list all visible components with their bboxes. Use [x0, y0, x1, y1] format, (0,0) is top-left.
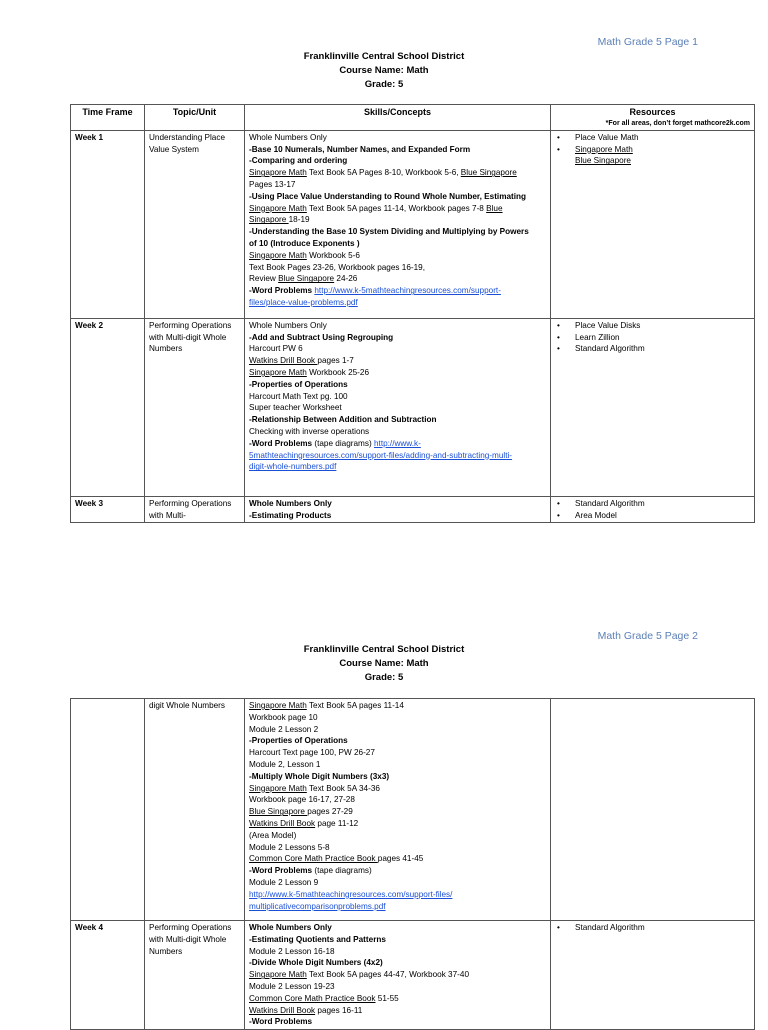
skill-text: Pages 13-17 [249, 179, 296, 189]
resource-text: Standard Algorithm [575, 344, 645, 354]
resources-list [555, 132, 750, 167]
resource-reference: Singapore Math [249, 203, 307, 213]
skill-text: pages 1-7 [317, 356, 354, 366]
district-name: Franklinville Central School District [303, 51, 465, 62]
skill-text: 18-19 [288, 215, 310, 225]
resource-reference: Watkins Drill Book [249, 1005, 316, 1015]
skill-line [249, 379, 546, 391]
skill-line [249, 250, 546, 262]
skill-line [249, 343, 546, 355]
skill-line [249, 969, 546, 981]
skill-text: -Estimating Products [249, 510, 332, 520]
skill-text: -Word Problems [249, 286, 315, 296]
skill-text: 24-26 [334, 274, 358, 284]
skill-text: page 11-12 [315, 818, 359, 828]
skill-text: Module 2 Lesson 19-23 [249, 981, 335, 991]
resource-reference: Singapore [249, 215, 289, 225]
district-name: Franklinville Central School District [303, 644, 465, 655]
resources-header-label: Resources [629, 107, 676, 117]
skill-line [249, 1016, 546, 1028]
column-header: Skills/Concepts [245, 105, 551, 131]
skill-line [249, 262, 546, 274]
skill-text: Workbook page 16-17, 27-28 [249, 795, 355, 805]
page-number: Math Grade 5 Page 2 [597, 630, 698, 642]
skill-text: Module 2 Lessons 5-8 [249, 842, 330, 852]
skill-line [249, 426, 546, 438]
list-item [571, 332, 750, 344]
skills-cell [245, 921, 551, 1030]
skills-cell [245, 130, 551, 318]
skill-line [249, 132, 546, 144]
skill-line [249, 144, 546, 156]
url-link[interactable]: files/place-value-problems.pdf [249, 297, 358, 307]
skill-text: pages 16-11 [315, 1005, 363, 1015]
resource-reference: Watkins Drill Book [249, 356, 318, 366]
skill-line [249, 934, 546, 946]
skill-line [249, 853, 546, 865]
skill-line [249, 191, 546, 203]
column-header: Topic/Unit [145, 105, 245, 131]
skill-line [249, 794, 546, 806]
resources-note: *For all areas, don’t forget mathcore2k.com [605, 119, 750, 127]
skill-line [249, 214, 546, 226]
url-link[interactable]: digit-whole-numbers.pdf [249, 462, 337, 472]
skill-text: (tape diagrams) [312, 866, 372, 876]
url-link[interactable]: http://www.k-5mathteachingresources.com/support-files/ [249, 889, 453, 899]
skill-line [249, 771, 546, 783]
skill-line [249, 285, 546, 297]
skill-text: -Understanding the Base 10 System Dividing and Multiplying by Powers [249, 227, 529, 237]
list-item [571, 132, 750, 144]
skill-line [249, 806, 546, 818]
skill-line [249, 320, 546, 332]
skill-text: -Word Problems [249, 866, 313, 876]
skill-text: Text Book 5A pages 44-47, Workbook 37-40 [306, 970, 469, 980]
resources-cell [551, 318, 755, 496]
skill-line [249, 783, 546, 795]
resources-cell [551, 699, 755, 921]
document-header [0, 50, 768, 92]
skill-text: Text Book 5A Pages 8-10, Workbook 5-6, [306, 168, 461, 178]
skill-text: -Using Place Value Understanding to Round Whole Number, Estimating [249, 191, 527, 201]
skill-line [249, 273, 546, 285]
skill-text: Harcourt PW 6 [249, 344, 303, 354]
list-item [571, 320, 750, 332]
resource-reference: Singapore Math [249, 701, 307, 710]
skill-text: -Properties of Operations [249, 736, 348, 746]
skill-line [249, 461, 546, 473]
skill-line [249, 226, 546, 238]
skill-line [249, 747, 546, 759]
resource-text: Place Value Math [575, 132, 639, 142]
skill-line [249, 842, 546, 854]
skill-line [249, 238, 546, 250]
resources-list [555, 498, 750, 522]
skill-line [249, 759, 546, 771]
column-header: Time Frame [71, 105, 145, 131]
skill-text: pages 27-29 [307, 807, 353, 817]
resources-cell [551, 921, 755, 1030]
resource-reference: Blue Singapore [460, 168, 517, 178]
skill-text: -Word Problems [249, 1017, 313, 1027]
table-row [71, 318, 755, 496]
skill-text: Workbook 5-6 [306, 250, 360, 260]
list-item [571, 922, 750, 934]
page-gap [0, 590, 768, 620]
skill-line [249, 414, 546, 426]
resources-list [555, 922, 750, 934]
skills-cell [245, 318, 551, 496]
url-link[interactable]: multiplicativecomparisonproblems.pdf [249, 901, 386, 911]
skill-text: of 10 (Introduce Exponents ) [249, 238, 360, 248]
skill-text: Workbook page 10 [249, 712, 318, 722]
skill-text: Whole Numbers Only [249, 132, 327, 142]
skill-text: Checking with inverse operations [249, 426, 370, 436]
document-page-2 [0, 620, 768, 1027]
curriculum-table [70, 698, 755, 1030]
skill-line [249, 957, 546, 969]
url-link[interactable]: http://www.k- [373, 438, 421, 448]
skill-text: Module 2 Lesson 2 [249, 724, 319, 734]
resource-reference: Blue Singapore [278, 274, 335, 284]
skill-line [249, 1005, 546, 1017]
time-frame-cell [71, 699, 145, 921]
topic-cell: Performing Operations with Multi- [145, 496, 245, 523]
skills-cell [245, 496, 551, 523]
skill-text: Super teacher Worksheet [249, 403, 342, 413]
skill-line [249, 724, 546, 736]
time-frame-cell: Week 4 [71, 921, 145, 1030]
resources-cell [551, 130, 755, 318]
skill-line [249, 889, 546, 901]
time-frame-cell: Week 2 [71, 318, 145, 496]
skill-text: Module 2 Lesson 9 [249, 877, 319, 887]
skill-line [249, 877, 546, 889]
topic-cell: Understanding Place Value System [145, 130, 245, 318]
skill-text: Whole Numbers Only [249, 498, 332, 508]
resource-reference: Common Core Math Practice Book [249, 993, 376, 1003]
skill-text: -Properties of Operations [249, 379, 348, 389]
resource-reference: Blue Singapore [249, 807, 308, 817]
grade-label: Grade: 5 [364, 672, 404, 683]
skill-text: -Base 10 Numerals, Number Names, and Expanded Form [249, 144, 471, 154]
topic-cell: digit Whole Numbers [145, 699, 245, 921]
skill-line [249, 735, 546, 747]
skill-line [249, 450, 546, 462]
skill-line [249, 391, 546, 403]
skill-line [249, 922, 546, 934]
skill-line [249, 402, 546, 414]
skill-line [249, 993, 546, 1005]
skill-text: 51-55 [375, 993, 399, 1003]
skill-line [249, 203, 546, 215]
skill-line [249, 830, 546, 842]
list-item[interactable] [571, 144, 750, 156]
page-number: Math Grade 5 Page 1 [597, 36, 698, 48]
skill-text: (tape diagrams) [314, 438, 374, 448]
resource-text: Standard Algorithm [575, 923, 645, 932]
table-header-row [71, 105, 755, 131]
url-link[interactable]: 5mathteachingresources.com/support-files/adding-and-subtracting-multi- [249, 450, 513, 460]
skill-text: -Relationship Between Addition and Subtraction [249, 415, 437, 425]
skill-text: Workbook 25-26 [306, 367, 370, 377]
skill-text: pages 41-45 [377, 854, 424, 864]
skill-line [249, 510, 546, 522]
skills-cell [245, 699, 551, 921]
skill-line [249, 438, 546, 450]
skill-line [249, 355, 546, 367]
skill-text: Whole Numbers Only [249, 320, 327, 330]
skill-text: Review [249, 274, 279, 284]
table-row [71, 921, 755, 1030]
skill-text: Text Book 5A 34-36 [306, 783, 380, 793]
grade-label: Grade: 5 [364, 79, 404, 90]
resource-reference: Blue [486, 203, 503, 213]
skill-line [249, 981, 546, 993]
time-frame-cell: Week 1 [71, 130, 145, 318]
skill-text: Harcourt Text page 100, PW 26-27 [249, 748, 375, 758]
resources-cell [551, 496, 755, 523]
list-item[interactable] [571, 155, 750, 167]
resource-reference: Singapore Math [249, 970, 307, 980]
skill-line [249, 865, 546, 877]
skill-text: Module 2 Lesson 16-18 [249, 946, 335, 956]
resources-list [555, 320, 750, 355]
resource-text: Learn Zillion [575, 332, 620, 342]
skill-text: -Estimating Quotients and Patterns [249, 934, 386, 944]
resource-reference: Singapore Math [249, 367, 307, 377]
resource-link: Blue Singapore [575, 156, 631, 166]
list-item [571, 343, 750, 355]
document-header [0, 643, 768, 685]
table-row [71, 130, 755, 318]
skill-text: Text Book 5A pages 11-14, Workbook pages 7-8 [306, 203, 487, 213]
resource-text: Place Value Disks [575, 320, 641, 330]
skill-line [249, 332, 546, 344]
skill-text: -Multiply Whole Digit Numbers (3x3) [249, 771, 390, 781]
skill-text: Whole Numbers Only [249, 923, 332, 932]
topic-cell: Performing Operations with Multi-digit Whole Numbers [145, 921, 245, 1030]
skill-line [249, 946, 546, 958]
list-item [571, 510, 750, 522]
skill-line [249, 498, 546, 510]
skill-line [249, 297, 546, 309]
skill-line [249, 712, 546, 724]
course-name: Course Name: Math [339, 65, 429, 76]
url-link[interactable]: http://www.k-5mathteachingresources.com/support- [314, 286, 501, 296]
resource-reference: Singapore Math [249, 168, 307, 178]
skill-text: Text Book 5A pages 11-14 [306, 701, 404, 710]
skill-text: (Area Model) [249, 830, 297, 840]
skill-text: Harcourt Math Text pg. 100 [249, 391, 348, 401]
resource-reference: Singapore Math [249, 250, 307, 260]
skill-line [249, 700, 546, 712]
resource-reference: Common Core Math Practice Book [249, 854, 378, 864]
table-row [71, 496, 755, 523]
skill-text: -Add and Subtract Using Regrouping [249, 332, 394, 342]
resource-reference: Singapore Math [249, 783, 307, 793]
skill-line [249, 155, 546, 167]
column-header [551, 105, 755, 131]
skill-line [249, 179, 546, 191]
skill-text: Module 2, Lesson 1 [249, 759, 321, 769]
topic-cell: Performing Operations with Multi-digit Whole Numbers [145, 318, 245, 496]
skill-text: -Comparing and ordering [249, 156, 348, 166]
skill-line [249, 167, 546, 179]
resource-reference: Watkins Drill Book [249, 818, 316, 828]
table-row [71, 699, 755, 921]
resource-text: Standard Algorithm [575, 498, 645, 508]
skill-line [249, 901, 546, 913]
skill-line [249, 367, 546, 379]
resource-link: Singapore Math [575, 144, 633, 154]
time-frame-cell: Week 3 [71, 496, 145, 523]
skill-text: -Divide Whole Digit Numbers (4x2) [249, 958, 383, 968]
skill-text: Text Book Pages 23-26, Workbook pages 16-19, [249, 262, 425, 272]
skill-text: -Word Problems [249, 438, 315, 448]
list-item [571, 498, 750, 510]
resource-text: Area Model [575, 510, 617, 520]
skill-line [249, 818, 546, 830]
curriculum-table [70, 104, 755, 523]
course-name: Course Name: Math [339, 658, 429, 669]
